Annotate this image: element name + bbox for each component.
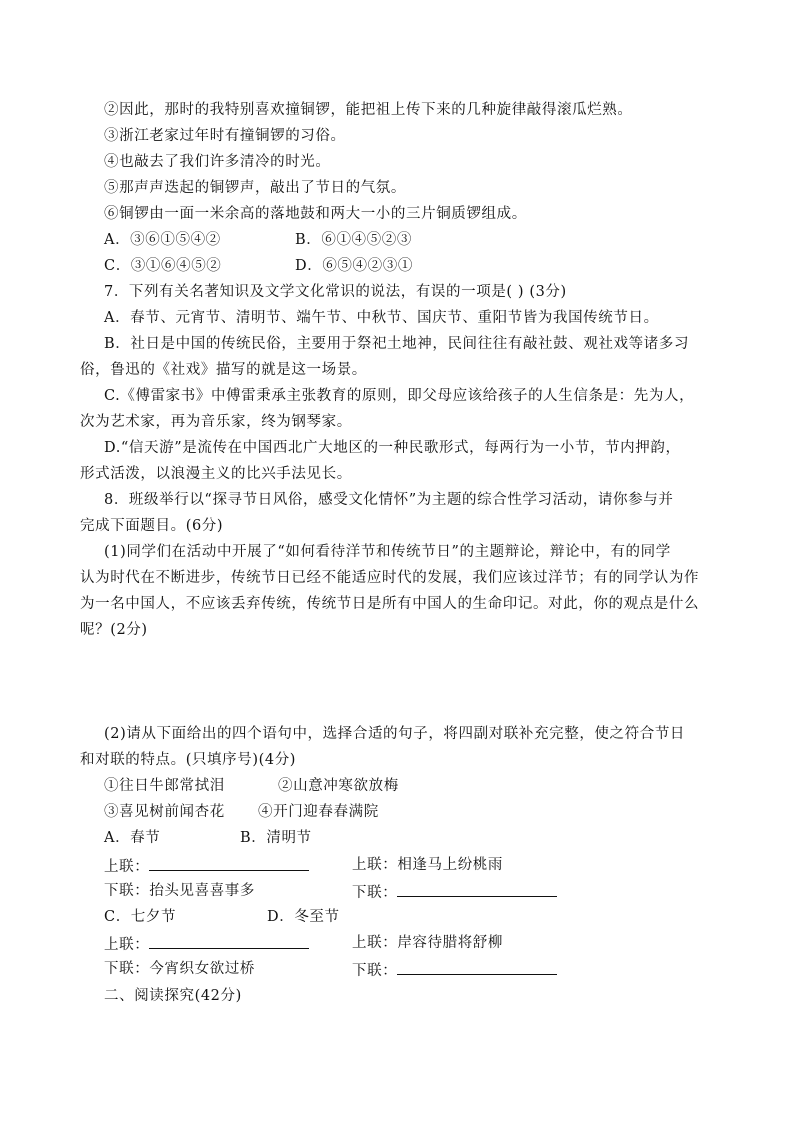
festival-b-upper-text: 相逢马上纷桃雨: [397, 857, 504, 873]
lower-label: 下联：: [104, 961, 150, 977]
q7-option-b-line2: 俗，鲁迅的《社戏》描写的就是这一场景。: [80, 362, 367, 378]
q6-option-c: C．③①⑥④⑤②: [104, 258, 222, 274]
q8-sub1-line2: 认为时代在不断进步，传统节日已经不能适应时代的发展，我们应该过洋节；有的同学认为作: [80, 570, 700, 586]
q6-option-d: D．⑥⑤④②③①: [295, 258, 413, 274]
section-title: 二、阅读探究(42分): [104, 988, 242, 1004]
festival-c-lower-text: 今宵织女欲过桥: [149, 961, 256, 977]
q8-sub2-line2: 和对联的特点。(只填序号)(4分): [80, 752, 297, 768]
phrase-3: ③喜见树前闻杏花: [104, 804, 225, 820]
q7-option-c-line1: C.《傅雷家书》中傅雷秉承主张教育的原则，即父母应该给孩子的人生信条是：先为人，: [104, 388, 695, 404]
q6-option-a: A．③⑥①⑤④②: [104, 232, 221, 248]
festival-b-label: B．清明节: [240, 830, 312, 846]
festival-a-upper: [104, 855, 309, 877]
sequence-item-3: ③浙江老家过年时有撞铜锣的习俗。: [104, 128, 346, 144]
festival-a-upper-blank[interactable]: [149, 855, 309, 871]
festival-a-lower-text: 抬头见喜喜事多: [149, 883, 256, 899]
sequence-item-4: ④也敲去了我们许多清冷的时光。: [104, 154, 331, 170]
q8-sub1-line1: (1)同学们在活动中开展了“如何看待洋节和传统节日”的主题辩论，辩论中，有的同学: [104, 544, 671, 560]
phrase-4: ④开门迎春春满院: [258, 804, 379, 820]
festival-d-lower: [352, 959, 557, 981]
festival-b-upper: [352, 855, 503, 875]
q8-stem-line2: 完成下面题目。(6分): [80, 518, 224, 534]
lower-label: 下联：: [352, 885, 398, 901]
q8-sub1-line3: 为一名中国人，不应该丢弃传统，传统节日是所有中国人的生命印记。对此，你的观点是什么: [80, 596, 700, 612]
q7-option-b-line1: B．社日是中国的传统民俗，主要用于祭祀土地神，民间往往有敲社鼓、观社戏等诸多习: [104, 336, 690, 352]
upper-label: 上联：: [352, 857, 398, 873]
upper-label: 上联：: [104, 937, 150, 953]
q8-sub2-line1: (2)请从下面给出的四个语句中，选择合适的句子，将四副对联补充完整，使之符合节日: [104, 726, 686, 742]
q7-option-c-line2: 次为艺术家，再为音乐家，终为钢琴家。: [80, 414, 352, 430]
festival-b-lower: [352, 881, 557, 903]
sequence-item-6: ⑥铜锣由一面一米余高的落地鼓和两大一小的三片铜质锣组成。: [104, 206, 527, 222]
upper-label: 上联：: [352, 935, 398, 951]
festival-c-lower: [104, 959, 255, 979]
festival-d-upper-text: 岸容待腊将舒柳: [397, 935, 504, 951]
q6-option-b: B．⑥①④⑤②③: [295, 232, 412, 248]
q8-stem-line1: 8．班级举行以“探寻节日风俗，感受文化情怀”为主题的综合性学习活动，请你参与并: [104, 492, 674, 508]
festival-d-label: D．冬至节: [267, 909, 340, 925]
q7-option-d-line1: D.“信天游”是流传在中国西北广大地区的一种民歌形式，每两行为一小节，节内押韵，: [104, 440, 681, 456]
q7-option-a: A．春节、元宵节、清明节、端午节、中秋节、国庆节、重阳节皆为我国传统节日。: [104, 310, 659, 326]
q8-sub1-line4: 呢？(2分): [80, 622, 148, 638]
festival-a-label: A．春节: [104, 830, 161, 846]
festival-b-lower-blank[interactable]: [397, 881, 557, 897]
lower-label: 下联：: [352, 963, 398, 979]
festival-c-upper: [104, 933, 309, 955]
q7-stem: 7．下列有关名著知识及文学文化常识的说法，有误的一项是( ) (3分): [104, 284, 567, 300]
lower-label: 下联：: [104, 883, 150, 899]
festival-d-lower-blank[interactable]: [397, 959, 557, 975]
q7-option-d-line2: 形式活泼，以浪漫主义的比兴手法见长。: [80, 466, 352, 482]
phrase-2: ②山意冲寒欲放梅: [278, 778, 399, 794]
festival-d-upper: [352, 933, 503, 953]
phrase-1: ①往日牛郎常拭泪: [104, 778, 225, 794]
sequence-item-2: ②因此，那时的我特别喜欢撞铜锣，能把祖上传下来的几种旋律敲得滚瓜烂熟。: [104, 102, 633, 118]
festival-c-upper-blank[interactable]: [149, 933, 309, 949]
sequence-item-5: ⑤那声声迭起的铜锣声，敲出了节日的气氛。: [104, 180, 406, 196]
upper-label: 上联：: [104, 859, 150, 875]
festival-c-label: C．七夕节: [104, 909, 177, 925]
festival-a-lower: [104, 881, 255, 901]
